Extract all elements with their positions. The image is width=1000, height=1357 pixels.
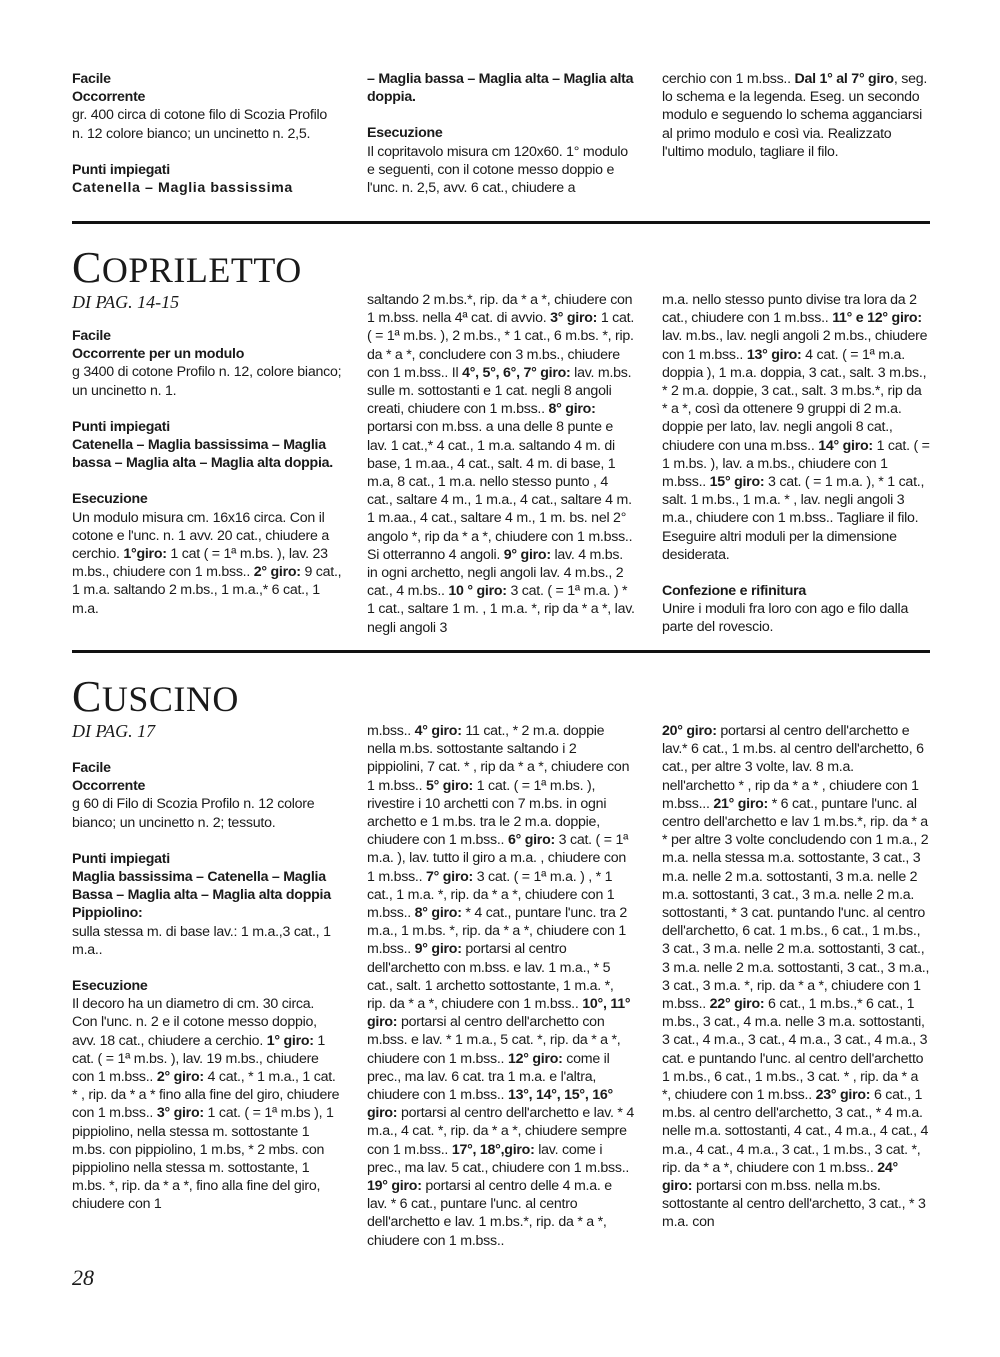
exec-heading: Esecuzione	[72, 491, 148, 508]
level-label: Facile	[72, 760, 111, 776]
pippiolino-text: sulla stessa m. di base lav.: 1 m.a.,3 cat., 1 m.a..	[72, 923, 331, 958]
materials-heading: Occorrente	[72, 778, 146, 795]
materials-heading: Occorrente	[72, 89, 146, 106]
exec-text-cont: 20° giro: portarsi al centro dell'archetto e lav.* 6 cat., 1 m.bs. al centro dell'archetto, 6 cat., per altre 3 volte, lav. 8 m.a. nell'archetto * , rip da * a * , chiudere con 1 m.bss... 21° giro: * 6 cat., puntare l'unc. al centro dell'archetto e lav 1 m.bs.*, rip. da * a * per altre 3 volte concludendo con 1 m.a., 2 m.a. nella stessa m.a. sottostante, 3 cat., 3 m.a. nelle 2 m.a. sottostanti, 3 m.a. nelle 2 m.a. sottostanti, 3 cat., 3 m.a. nelle 2 m.a. sottostanti, * 3 cat. puntando l'unc. al centro dell'archetto, 6 cat. 1 m.bs., 6 cat., 1 m.bs., 3 cat., 3 m.a. nelle 2 m.a. sottostanti, 3 cat., 3 m.a. nelle 2 m.a. sottostanti, 3 cat., 3 m.a., 3 cat., 3 m.a. *, rip. da * a *, chiudere con 1 m.bss.. 22° giro: 6 cat., 1 m.bs.,* 6 cat., 1 m.bs., 3 cat., 4 m.a. nelle 3 m.a. sottostanti, 3 cat., 4 m.a., 3 cat., 4 m.a., 3 cat., 4 m.a., 3 cat. e puntando l'unc. al centro dell'archetto 1 m.bs., 6 cat., 1 m.bs., 3 cat. * , rip. da * a *, chiudere con 1 m.bss.. 23° giro: 6 cat., 1 m.bs. al centro dell'archetto, 3 cat., * 4 m.a. nelle m.a. sottostanti, 4 cat., 4 m.a., 4 cat., 4 m.a., 4 cat., 4 m.a., 3 cat., 1 m.bs., 3 cat. *, rip. da * a *, chiudere con 1 m.bss.. 24° giro: portarsi con m.bss. nella m.bs. sottostante al centro dell'archetto, 3 cat., * 3 m.a. con	[662, 723, 930, 1231]
materials-heading: Occorrente per un modulo	[72, 346, 245, 363]
top-col-1	[72, 70, 342, 197]
copriletto-col-2	[367, 291, 635, 637]
exec-text-cont: saltando 2 m.bs.*, rip. da * a *, chiudere con 1 m.bss. nella 4ª cat. di avvio. 3° giro: 1 cat. ( = 1ª m.bs. ), 2 m.bs., * 1 cat., 6 m.bs. *, rip. da * a *, concludere con 3 m.bs., chiudere con 1 m.bss.. Il 4°, 5°, 6°, 7° giro: lav. m.bs. sulle m. sottostanti e 1 cat. negli 8 angoli creati, chiudere con 1 m.bss.. 8° giro: portarsi con m.bss. a una delle 8 punte e lav. 1 cat.,* 4 cat., 1 m.a. saltando 4 m. di base, 1 m.aa., 4 cat., salt. 4 m. di base, 1 m.a, 8 cat., 1 m.a. nello stesso punto , 4 cat., saltare 4 m., 1 m.a., 4 cat., saltare 4 m. 1 m.aa., 4 cat., saltare 4 m., 1 m. bs. nel 2° angolo *, rip da * a *, chiudere con 1 m.bss.. Si otterranno 4 angoli. 9° giro: lav. 4 m.bs. in ogni archetto, negli angoli lav. 4 m.bs., 2 cat., 4 m.bs.. 10 ° giro: 3 cat. ( = 1ª m.a. ) * 1 cat., saltare 1 m. , 1 m.a. *, rip da * a *, lav. negli angoli 3	[367, 292, 635, 636]
pippiolino-heading: Pippiolino:	[72, 905, 143, 922]
section-divider	[72, 221, 930, 224]
finish-heading: Confezione e rifinitura	[662, 583, 807, 600]
cuscino-col-2	[367, 722, 635, 1250]
stitches-heading: Punti impiegati	[72, 161, 170, 178]
exec-text-cont: m.bss.. 4° giro: 11 cat., * 2 m.a. doppie nella m.bs. sottostante saltando i 2 pippiolini, 7 cat. * , rip da * a *, chiudere con 1 m.bss.. 5° giro: 1 cat. ( = 1ª m.bs. ), rivestire i 10 archetti con 7 m.bs. in ogni archetto e 1 m.bs. tra le 2 m.a. doppie, chiudere con 1 m.bss.. 6° giro: 3 cat. ( = 1ª m.a. ), lav. tutto il giro a m.a. , chiudere con 1 m.bss.. 7° giro: 3 cat. ( = 1ª m.a. ) , * 1 cat., 1 m.a. *, rip. da * a *, chiudere con 1 m.bss.. 8° giro: * 4 cat., puntare l'unc. tra 2 m.a., 1 m.bs. *, rip. da * a *, chiudere con 1 m.bss.. 9° giro: portarsi al centro dell'archetto con m.bss. e lav. 1 m.a., * 5 cat., salt. 1 archetto sottostante, 1 m.a. *, rip. da * a *, chiudere con 1 m.bss.. 10°, 11° giro: portarsi al centro dell'archetto con m.bss. e lav. * 1 m.a., 5 cat. *, rip. da * a *, chiudere con 1 m.bss.. 12° giro: come il prec., ma lav. 6 cat. tra 1 m.a. e l'altra, chiudere con 1 m.bss.. 13°, 14°, 15°, 16° giro: portarsi al centro dell'archetto e lav. * 4 m.a., 4 cat. *, rip. da * a *, chiudere sempre con 1 m.bss.. 17°, 18°,giro: lav. come i prec., ma lav. 5 cat., chiudere con 1 m.bss.. 19° giro: portarsi al centro delle 4 m.a. e lav. * 6 cat., puntare l'unc. al centro dell'archetto e lav. 1 m.bs.*, rip. da * a *, chiudere con 1 m.bss..	[367, 723, 634, 1249]
section-subtitle-copriletto: DI PAG. 14-15	[72, 292, 180, 312]
section-divider	[72, 650, 930, 653]
top-col-2	[367, 70, 635, 197]
exec-heading: Esecuzione	[367, 125, 443, 142]
stitches-text-cont: – Maglia bassa – Maglia alta – Maglia alta doppia.	[367, 71, 634, 106]
exec-text: Il copritavolo misura cm 120x60. 1° modulo e seguenti, con il cotone messo doppio e l'unc. n. 2,5, avv. 6 cat., chiudere a	[367, 143, 628, 197]
cuscino-col-1	[72, 759, 342, 1214]
section-title-cuscino: CUSCINO	[72, 672, 239, 721]
level-label: Facile	[72, 71, 111, 87]
stitches-heading: Punti impiegati	[72, 850, 170, 867]
stitches-heading: Punti impiegati	[72, 418, 170, 435]
exec-text: Il decoro ha un diametro di cm. 30 circa. Con l'unc. n. 2 e il cotone messo doppio, avv. 18 cat., chiudere a cerchio. 1° giro: 1 cat. ( = 1ª m.bs. ), lav. 19 m.bs., chiudere con 1 m.bss.. 2° giro: 4 cat., * 1 m.a., 1 cat. * , rip. da * a * fino alla fine del giro, chiudere con 1 m.bss.. 3° giro: 1 cat. ( = 1ª m.bs ), 1 pippiolino, nella stessa m. sottostante 1 m.bs. con pippiolino, 1 m.bs, * 2 mbs. con pippiolino nella stessa m. sottostante, 1 m.bs. *, rip. da * a *, fino alla fine del giro, chiudere con 1	[72, 996, 340, 1213]
top-col-3	[662, 70, 930, 161]
section-title-copriletto: COPRILETTO	[72, 243, 302, 292]
materials-text: g 60 di Filo di Scozia Profilo n. 12 colore bianco; un uncinetto n. 2; tessuto.	[72, 796, 315, 831]
stitches-text: Catenella – Maglia bassissima	[72, 180, 293, 197]
copriletto-col-1	[72, 327, 342, 618]
level-label: Facile	[72, 328, 111, 344]
stitches-text: Maglia bassissima – Catenella – Maglia Bassa – Maglia alta – Maglia alta doppia	[72, 869, 331, 904]
section-subtitle-cuscino: DI PAG. 17	[72, 721, 156, 741]
cuscino-col-3	[662, 722, 930, 1232]
finish-text: Unire i moduli fra loro con ago e filo dalla parte del rovescio.	[662, 601, 909, 636]
exec-text-cont: m.a. nello stesso punto divise tra lora da 2 cat., chiudere con 1 m.bss.. 11° e 12° giro: lav. m.bs., lav. negli angoli 2 m.bs., chiudere con 1 m.bss.. 13° giro: 4 cat. ( = 1ª m.a. doppia ), 1 m.a. doppia, 3 cat., salt. 3 m.bs., * 2 m.a. doppie, 3 cat., salt. 3 m.bs.*, rip da * a *, così da ottenere 9 gruppi di 2 m.a. doppie per lato, lav. negli angoli 8 cat., chiudere con una m.bss.. 14° giro: 1 cat. ( = 1 m.bs. ), lav. a m.bs., chiudere con 1 m.bss.. 15° giro: 3 cat. ( = 1 m.a. ), * 1 cat., salt. 1 m.bs., 1 m.a. * , lav. negli angoli 3 m.a., chiudere con 1 m.bss.. Tagliare il filo. Eseguire altri moduli per la dimensione desiderata.	[662, 292, 930, 563]
exec-text-cont: cerchio con 1 m.bss.. Dal 1° al 7° giro, seg. lo schema e la legenda. Eseg. un secondo modulo e seguendo lo schema agganciarsi al primo modulo e così via. Realizzato l'ultimo modulo, tagliare il filo.	[662, 71, 928, 160]
exec-heading: Esecuzione	[72, 978, 148, 995]
page-number: 28	[72, 1265, 94, 1290]
materials-text: g 3400 di cotone Profilo n. 12, colore bianco; un uncinetto n. 1.	[72, 364, 342, 399]
exec-text: Un modulo misura cm. 16x16 circa. Con il cotone e l'unc. n. 1 avv. 20 cat., chiudere a cerchio. 1°giro: 1 cat ( = 1ª m.bs. ), lav. 23 m.bs., chiudere con 1 m.bss.. 2° giro: 9 cat., 1 m.a. saltando 2 m.bs., 1 m.a.,* 6 cat., 1 m.a.	[72, 509, 342, 617]
stitches-text: Catenella – Maglia bassissima – Maglia bassa – Maglia alta – Maglia alta doppia.	[72, 437, 333, 472]
materials-text: gr. 400 circa di cotone filo di Scozia Profilo n. 12 colore bianco; un uncinetto n. 2,5.	[72, 107, 328, 142]
copriletto-col-3	[662, 291, 930, 637]
